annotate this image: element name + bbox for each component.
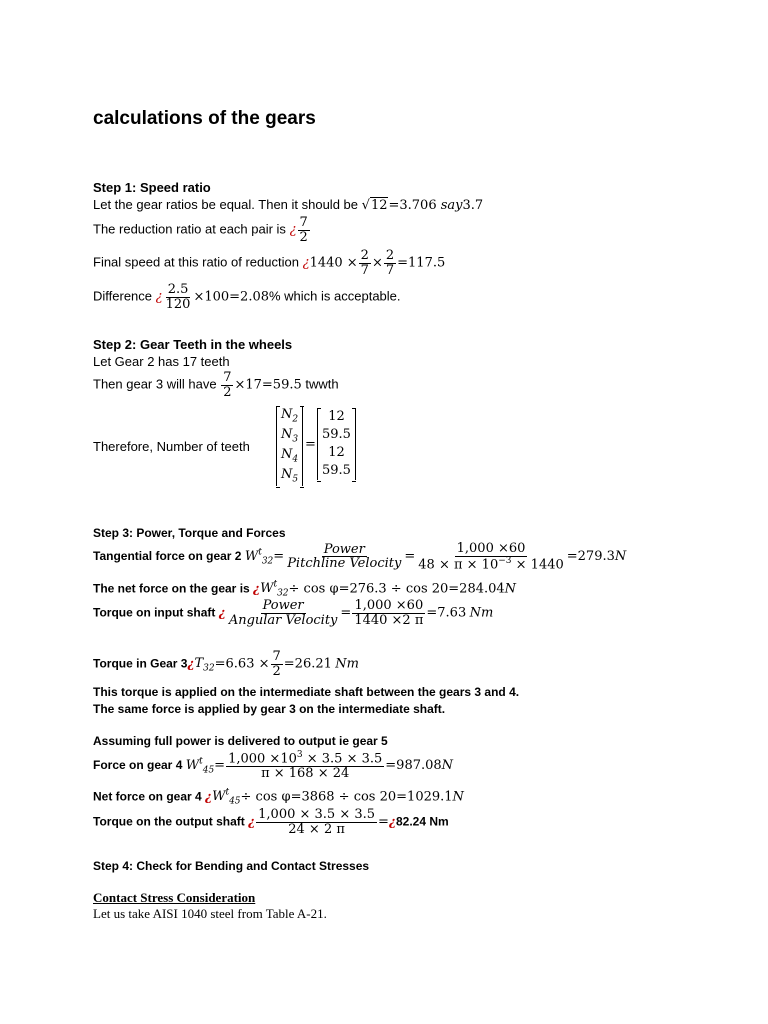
net-force-expr: ÷ cos φ=276.3 ÷ cos 20=284.04 [288,581,505,597]
torque-gear3-text: Torque in Gear 3 [93,656,188,671]
matrix-cell-n5: $N_5$ [281,467,299,485]
tangential-sub: 32 [261,556,274,567]
sqrt-radicand: 12 [370,198,388,213]
torque-input-text: Torque on input shaft [93,605,216,620]
tangential-lhs [244,547,274,567]
torque-gear3-lhs [194,656,215,674]
fraction-denominator: Pitchline Velocity [287,556,402,572]
inverted-question-glyph: ¿ [388,814,396,829]
equals-sign: = [214,757,226,773]
matrix-cell-n4: $N_4$ [281,447,299,465]
torque-gear3-expr: =6.63 × [214,656,270,672]
tangential-text: Tangential force on gear 2 [93,548,242,563]
fraction-denominator: 2 [299,229,308,245]
fraction-2 [384,249,396,277]
net-force-lhs: $W^t_{32}$ [260,580,289,599]
equals-sign: = [340,605,352,621]
unit-nm: Nm [469,605,494,621]
fraction-1 [359,249,371,277]
fraction-numerator [226,751,384,767]
step2-line3: Therefore, Number of teeth [93,439,250,454]
unit-n: N [614,548,627,564]
tangential-result: =279.3 [566,548,615,564]
tangential-numeric-fraction [416,542,565,572]
page-title: calculations of the gears [93,108,316,129]
torque-input-line [93,599,493,627]
matrix-value: 59.5 [322,427,351,443]
fraction-denominator: 2 [223,384,232,400]
final-speed-result: =117.5 [397,255,446,271]
step2-line2-text: Then gear 3 will have [93,376,217,392]
fraction-numerator: 2 [385,248,395,263]
tangential-symbol: W [244,548,259,564]
net-force-gear4-line [93,788,464,807]
net-force-gear4-expr: ÷ cos φ=3868 ÷ cos 20=1029.1 [240,789,453,805]
torque-sub: 32 [203,663,215,674]
fraction-numerator: 2 [360,248,369,263]
unit-n: N [504,581,517,597]
fraction-numerator: 7 [299,215,308,230]
fraction-numerator: Power [262,598,304,613]
torque-output-fraction [256,808,377,836]
tangential-force-line [93,542,626,572]
force-gear4-fraction [226,751,384,781]
fraction-denominator [416,557,565,572]
gear3-result: ×17=59.5 [234,377,302,393]
tangential-sup: t [258,547,262,558]
reduction-fraction [298,216,310,244]
den-exponent: −3 [498,555,512,566]
unit-n: N [441,757,454,773]
gear3-tail: twwth [305,376,339,392]
fraction-denominator: Angular Velocity [228,612,338,628]
equals-sign: = [404,548,416,564]
force-gear4-lhs: $W^t_{45}$ [185,756,215,776]
assumption-line: Assuming full power is delivered to output ie gear 5 [93,734,388,748]
fraction-denominator: 120 [165,296,191,312]
torque-input-numeric-fraction [352,599,425,627]
torque-symbol: T [194,656,204,672]
inverted-question-glyph: ¿ [289,222,297,238]
force-sub: 45 [202,765,215,776]
inverted-question-glyph: ¿ [248,814,256,829]
torque-output-result: 82.24 Nm [395,814,449,829]
force-gear4-result: =987.08 [385,757,442,773]
fraction-numerator: 1,000 ×60 [456,541,526,556]
matrix-cell-n3: $N_3$ [281,427,299,445]
teeth-matrix-right [317,407,356,480]
ratio-value: 3.7 [462,198,484,213]
fraction-denominator: 24 × 2 π [288,821,345,837]
torque-input-result: =7.63 [426,605,467,621]
fraction-denominator: 7 [360,262,369,278]
step2-heading: Step 2: Gear Teeth in the wheels [93,337,293,352]
sqrt-result: =3.706 [388,198,437,213]
step1-line4 [93,283,401,311]
step3-heading: Step 3: Power, Torque and Forces [93,526,286,540]
net-force-gear4-lhs: $W^t_{45}$ [212,788,241,807]
step1-line1 [93,197,483,213]
equals-sign: = [273,548,285,564]
den-tail: × 1440 [515,556,564,572]
power-pitchline-fraction [285,543,403,571]
inverted-question-glyph: ¿ [218,605,226,620]
torque-output-line [93,808,449,836]
fraction-numerator: 1,000 ×60 [354,598,424,613]
fraction-denominator: π × 168 × 24 [261,765,350,781]
power-angular-fraction [227,599,340,627]
den-part: 48 × π × 10 [418,556,499,572]
torque-gear3-line [93,650,359,678]
contact-stress-heading: Contact Stress Consideration [93,890,256,905]
teeth-matrix-left [276,405,303,486]
step1-line3-text: Final speed at this ratio of reduction [93,254,299,270]
step1-line3 [93,249,445,277]
fraction-denominator: 2 [272,663,281,679]
net-force-text: The net force on the gear is [93,581,250,596]
speed-expr-a: 1440 × [309,255,358,271]
difference-result: ×100=2.08 [193,289,269,305]
say-word: say [440,198,463,213]
note-line-1: This torque is applied on the intermediate shaft between the gears 3 and 4. [93,685,520,699]
matrix-equals: = [305,437,316,452]
inverted-question-glyph: ¿ [155,289,163,305]
matrix-value: 59.5 [322,463,351,479]
force-gear4-text: Force on gear 4 [93,757,183,772]
fraction-denominator: 7 [385,262,395,278]
gear3-fraction [221,371,233,399]
inverted-question-glyph: ¿ [205,789,213,804]
fraction-numerator: 1,000 × 3.5 × 3.5 [258,807,376,822]
fraction-numerator: 7 [223,370,232,385]
fraction-denominator: 1440 ×2 π [354,612,424,628]
equals-sign: = [378,814,389,830]
net-force-gear4-text: Net force on gear 4 [93,789,202,804]
force-gear4-line [93,751,453,781]
step1-heading: Step 1: Speed ratio [93,180,211,195]
difference-tail: % which is acceptable. [269,288,401,304]
inverted-question-glyph: ¿ [302,255,310,271]
num-part: 1,000 ×10 [228,751,297,767]
step1-line4-text: Difference [93,288,153,304]
torque-gear3-fraction [271,650,283,678]
step1-line2-text: The reduction ratio at each pair is [93,221,286,237]
net-force-line [93,580,516,599]
step2-line2 [93,371,339,399]
step1-line2 [93,216,311,244]
contact-stress-line: Let us take AISI 1040 steel from Table A-21. [93,906,327,921]
torque-gear3-result: =26.21 [283,656,332,672]
step2-line1: Let Gear 2 has 17 teeth [93,354,230,369]
num-exponent: 3 [296,750,303,760]
inverted-question-glyph: ¿ [187,656,195,671]
matrix-value: 12 [328,409,345,424]
fraction-numerator: Power [323,541,365,557]
torque-output-text: Torque on the output shaft [93,814,245,829]
inverted-question-glyph: ¿ [253,581,261,596]
matrix-value: 12 [328,445,345,461]
step1-line1-text: Let the gear ratios be equal. Then it should be [93,197,359,212]
fraction-numerator: 2.5 [167,282,189,297]
step4-heading: Step 4: Check for Bending and Contact Stresses [93,859,370,873]
times-sign: × [371,255,383,271]
matrix-cell-n2: $N_2$ [281,407,299,425]
num-tail: × 3.5 × 3.5 [306,751,383,767]
unit-nm: Nm [335,656,359,672]
note-line-2: The same force is applied by gear 3 on the intermediate shaft. [93,702,446,716]
unit-n: N [452,789,464,805]
sqrt-expression: √12=3.706 say3.7 [361,198,484,213]
difference-fraction [164,283,193,311]
fraction-numerator: 7 [272,649,281,664]
